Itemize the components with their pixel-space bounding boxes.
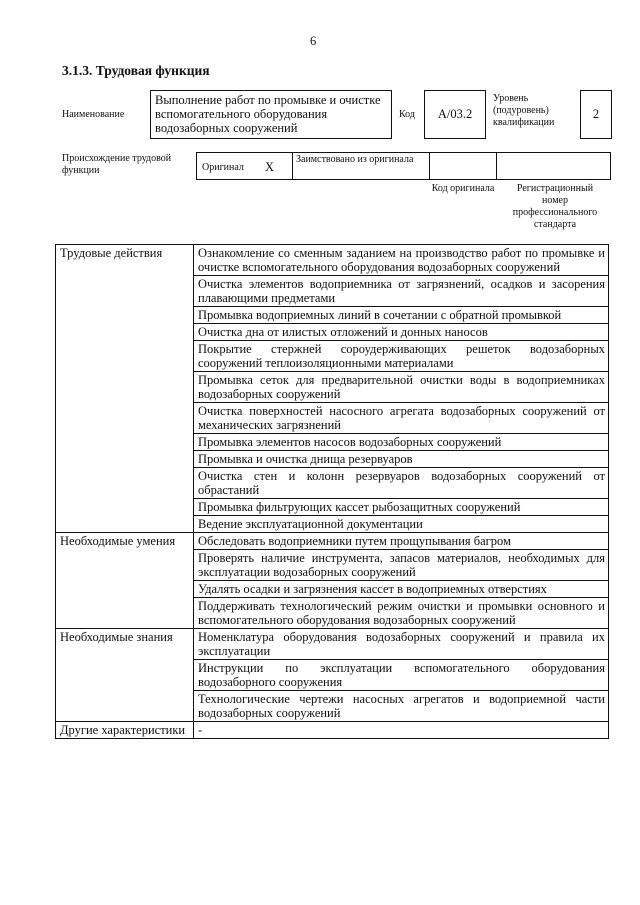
borrowed-label: Заимствовано из оригинала (296, 154, 414, 165)
table-item: Ознакомление со сменным заданием на производство работ по промывке и очистке вспомогательного оборудования водозаборных сооружений (194, 245, 609, 276)
table-row (56, 629, 609, 660)
table-item: Номенклатура оборудования водозаборных сооружений и правила их эксплуатации (194, 629, 609, 660)
section-label: Необходимые знания (56, 629, 194, 722)
section-label: Трудовые действия (56, 245, 194, 533)
section-title: 3.1.3. Трудовая функция (62, 63, 210, 78)
original-label: Оригинал (202, 162, 244, 173)
table-item: Промывка фильтрующих кассет рыбозащитных сооружений (194, 499, 609, 516)
table-item: Инструкции по эксплуатации вспомогательного оборудования водозаборного сооружения (194, 660, 609, 691)
level-value: 2 (592, 107, 600, 121)
section-label: Другие характеристики (56, 722, 194, 739)
table-item: Очистка поверхностей насосного агрегата водозаборных сооружений от механических загрязнений (194, 403, 609, 434)
table-item: Поддерживать технологический режим очистки и промывки основного и вспомогательного оборудования водозаборных сооружений (194, 598, 609, 629)
function-name: Выполнение работ по промывке и очистке вспомогательного оборудования водозаборных сооружений (155, 93, 381, 135)
registration-number-caption: Регистрационный номер профессионального стандарта (512, 183, 598, 230)
level-box (580, 90, 612, 139)
table-item: Промывка элементов насосов водозаборных сооружений (194, 434, 609, 451)
table-item: Технологические чертежи насосных агрегатов и водоприемной части водозаборных сооружений (194, 691, 609, 722)
table-item: Очистка дна от илистых отложений и донных наносов (194, 324, 609, 341)
origin-divider-3 (496, 152, 497, 180)
table-item: Проверять наличие инструмента, запасов материалов, необходимых для эксплуатации водозаборных сооружений (194, 550, 609, 581)
function-table (55, 244, 609, 739)
section-label: Необходимые умения (56, 533, 194, 629)
level-label: Уровень (подуровень) квалификации (493, 93, 555, 128)
table-item: Очистка стен и колонн резервуаров водозаборных сооружений от обрастаний (194, 468, 609, 499)
table-item: Ведение эксплуатационной документации (194, 516, 609, 533)
table-item: Удалять осадки и загрязнения кассет в водоприемных отверстиях (194, 581, 609, 598)
origin-divider-1 (292, 152, 293, 180)
name-label: Наименование (62, 109, 125, 120)
function-name-box (150, 90, 392, 139)
code-value: А/03.2 (437, 107, 473, 121)
table-item: Покрытие стержней сороудерживающих решеток водозаборных сооружений теплоизоляционными материалами (194, 341, 609, 372)
code-label: Код (399, 109, 415, 120)
original-mark: X (265, 160, 275, 174)
table-row (56, 533, 609, 550)
table-item: Обследовать водоприемники путем прощупывания багром (194, 533, 609, 550)
table-item: - (194, 722, 609, 739)
code-box (424, 90, 486, 139)
table-item: Очистка элементов водоприемника от загрязнений, осадков и засорения плавающими предметами (194, 276, 609, 307)
page-number: 6 (310, 34, 317, 48)
table-row (56, 245, 609, 276)
table-item: Промывка водоприемных линий в сочетании с обратной промывкой (194, 307, 609, 324)
origin-label: Происхождение трудовой функции (62, 153, 172, 176)
table-item: Промывка сеток для предварительной очистки воды в водоприемниках водозаборных сооружений (194, 372, 609, 403)
table-item: Промывка и очистка днища резервуаров (194, 451, 609, 468)
origin-divider-2 (429, 152, 430, 180)
table-row (56, 722, 609, 739)
code-original-caption: Код оригинала (431, 183, 495, 194)
